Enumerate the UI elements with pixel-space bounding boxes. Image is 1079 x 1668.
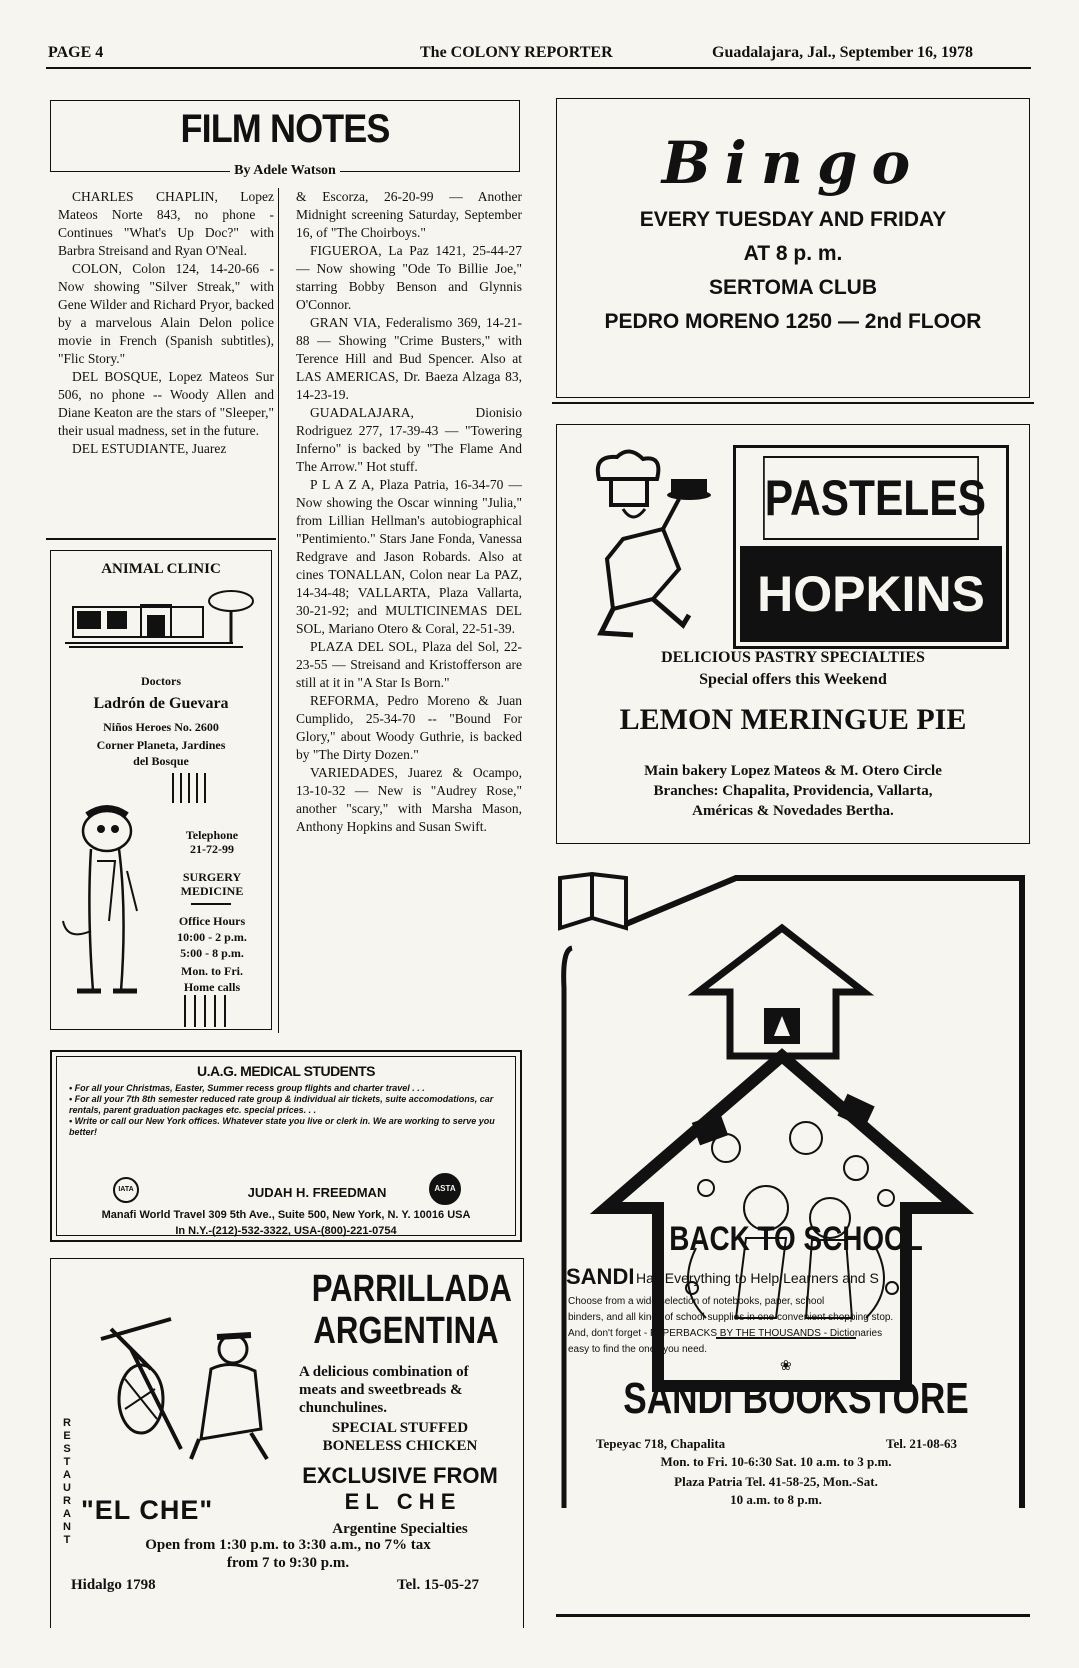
bingo-ad	[556, 98, 1030, 398]
film-entry: DEL BOSQUE, Lopez Mateos Sur 506, no phone -- Woody Allen and Diane Keaton are the stars of "Sleeper," their usual madness, set in the future.	[58, 369, 274, 438]
sandi-tel: Tel. 21-08-63	[886, 1436, 958, 1451]
sandi-hours: Mon. to Fri. 10-6:30 Sat. 10 a.m. to 3 p.m.	[660, 1454, 892, 1469]
uag-title: U.A.G. MEDICAL STUDENTS	[196, 1063, 376, 1079]
film-entry: & Escorza, 26-20-99 — Another Midnight screening Saturday, September 16, of "The Choirboys."	[296, 189, 522, 240]
film-entry: GRAN VIA, Federalismo 369, 14-21-88 — Showing "Crime Busters," with Terence Hill and Bud Spencer. Also at LAS AMERICAS, Dr. Baeza Alzaga 83, 14-23-19.	[296, 315, 522, 402]
section-rule	[552, 402, 1034, 404]
clinic-divider-lines	[181, 995, 231, 1027]
column-rule	[278, 188, 279, 1033]
uag-list	[57, 1083, 515, 1138]
pasteles-tagline: DELICIOUS PASTRY SPECIALTIES	[661, 649, 925, 666]
film-notes-col2	[296, 188, 522, 836]
sandi-text-4: easy to find the ones you need.	[568, 1344, 707, 1355]
clinic-address-3: del Bosque	[133, 754, 189, 768]
film-entry: COLON, Colon 124, 14-20-66 - Now showing "Silver Streak," with Gene Wilder and Richard Pryor, backed by a marvelous Alain Delon police movie in French (Spanish subtitles), "Flic Story."	[58, 261, 274, 366]
bingo-days: EVERY TUESDAY AND FRIDAY	[639, 208, 947, 231]
sandi-plaza-hours: 10 a.m. to 8 p.m.	[730, 1492, 822, 1507]
sandi-text-2: binders, and all kinds of school supplies in one convenient shopping stop.	[568, 1312, 894, 1323]
film-entry: PLAZA DEL SOL, Plaza del Sol, 22-23-55 — Streisand and Kristofferson are still at it in "A Star Is Born."	[296, 639, 522, 690]
pasteles-logo	[733, 445, 1009, 649]
parrillada-title-1: PARRILLADA	[311, 1268, 512, 1310]
film-notes-box	[50, 100, 520, 178]
flower-icon: ❀	[780, 1359, 792, 1374]
parrillada-hours-1: Open from 1:30 p.m. to 3:30 a.m., no 7% tax	[145, 1537, 431, 1553]
parrillada-description: A delicious combination of meats and sweetbreads & chunchulines.	[299, 1364, 469, 1416]
sandi-store-name: SANDI BOOKSTORE	[623, 1374, 969, 1423]
clinic-rule	[191, 903, 231, 905]
clinic-address-1: Niños Heroes No. 2600	[103, 720, 219, 734]
bingo-club: SERTOMA CLUB	[709, 276, 877, 299]
clinic-phone-label: Telephone	[185, 828, 239, 842]
clinic-doctors: Doctors	[141, 674, 181, 688]
clinic-home-calls: Home calls	[183, 980, 241, 994]
clinic-building-illustration	[63, 587, 261, 651]
clinic-hours-2: 5:00 - 8 p.m.	[180, 946, 244, 960]
pasteles-offer: Special offers this Weekend	[699, 671, 887, 688]
pasteles-branches-2: Américas & Novedades Bertha.	[692, 803, 894, 819]
film-entry: VARIEDADES, Juarez & Ocampo, 13-10-32 — New is "Audrey Rose," another "scary," with Marsha Mason, Anthony Hopkins and Susan Swift.	[296, 765, 522, 834]
film-entry: CHARLES CHAPLIN, Lopez Mateos Norte 843, no phone - Continues "What's Up Doc?" with Barbra Streisand and Ryan O'Neal.	[58, 189, 274, 258]
iata-logo: IATA	[113, 1177, 139, 1203]
sandi-bookstore-ad	[556, 868, 1036, 1628]
school-title: BACK TO SCHOOL	[669, 1220, 923, 1258]
sandi-address: Tepeyac 718, Chapalita	[596, 1436, 726, 1451]
uag-item: • For all your 7th 8th semester reduced rate group & individual air tickets, suite accomodations, car rentals, parent graduation packages etc. special prices. . .	[69, 1094, 503, 1116]
sandi-text-3: And, don't forget - PAPERBACKS BY THE THOUSANDS - Dictionaries	[568, 1328, 883, 1339]
film-notes-title: FILM NOTES	[180, 107, 390, 151]
film-entry: FIGUEROA, La Paz 1421, 25-44-27 — Now showing "Ode To Billie Joe," starring Bobby Benson and Glynnis O'Connor.	[296, 243, 522, 312]
uag-item: • Write or call our New York offices. Whatever state you live or clerk in. We are working to serve you better!	[69, 1116, 503, 1138]
film-entry: DEL ESTUDIANTE, Juarez	[72, 441, 227, 456]
section-rule	[556, 1614, 1030, 1617]
sandi-tagline: Has Everything to Help Learners and S	[636, 1270, 879, 1286]
clinic-hours-1: 10:00 - 2 p.m.	[177, 930, 247, 944]
uag-students-ad	[50, 1050, 522, 1242]
header-rule	[46, 67, 1031, 69]
sandi-plaza: Plaza Patria Tel. 41-58-25, Mon.-Sat.	[674, 1474, 878, 1489]
paper-name: The COLONY REPORTER	[420, 44, 613, 61]
dateline: Guadalajara, Jal., September 16, 1978	[712, 44, 974, 61]
clinic-days: Mon. to Fri.	[181, 964, 243, 978]
restaurant-vertical-label: RESTAURANT	[63, 1417, 71, 1546]
sandi-brand-small: SANDI	[566, 1264, 635, 1289]
sandi-text-1: Choose from a wide selection of notebooks, paper, school	[568, 1296, 825, 1307]
parrillada-exclusive: EXCLUSIVE FROM	[302, 1463, 498, 1488]
pasteles-branches: Branches: Chapalita, Providencia, Vallarta,	[653, 783, 933, 799]
film-notes-byline: By Adele Watson	[230, 163, 340, 178]
parrillada-title-2: ARGENTINA	[313, 1310, 499, 1352]
film-notes-col1	[58, 188, 274, 458]
parrillada-special: SPECIAL STUFFED BONELESS CHICKEN	[322, 1420, 478, 1454]
clinic-doctor-name: Ladrón de Guevara	[93, 695, 229, 712]
parrillada-tel: Tel. 15-05-27	[397, 1577, 479, 1593]
pasteles-logo-top: PASTELES	[763, 456, 979, 540]
asta-logo: ASTA	[429, 1173, 461, 1205]
uag-phones: In N.Y.-(212)-532-3322, USA-(800)-221-0754	[175, 1225, 397, 1237]
pasteles-main-bakery: Main bakery Lopez Mateos & M. Otero Circle	[644, 763, 942, 779]
page-number: PAGE 4	[48, 44, 104, 61]
clinic-service-medicine: MEDICINE	[180, 884, 244, 898]
bingo-title: Bingo	[661, 129, 925, 197]
clinic-phone: 21-72-99	[190, 842, 234, 856]
clinic-divider-lines	[169, 773, 209, 803]
parrillada-el-che-spaced: E L C H E	[344, 1489, 456, 1514]
clinic-address-2: Corner Planeta, Jardines	[96, 738, 226, 752]
parrillada-ad	[50, 1258, 524, 1628]
bingo-address: PEDRO MORENO 1250 — 2nd FLOOR	[604, 310, 982, 333]
parrillada-address: Hidalgo 1798	[71, 1577, 156, 1593]
film-entry: P L A Z A, Plaza Patria, 16-34-70 — Now showing the Oscar winning "Julia," from Lillian Hellman's autobiographical "Pentimiento." Stars Jane Fonda, Vanessa Redgrave and Jason Robards. Also at cines TONALLAN, Colon near La PAZ, 14-34-48; VALLARTA, Plaza Vallarta, 30-21-92; and MULTICINEMAS DEL SOL, Mariano Otero & Coral, 22-51-39.	[296, 477, 522, 636]
restaurant-name: "EL CHE"	[81, 1495, 214, 1525]
clinic-title: ANIMAL CLINIC	[101, 561, 221, 577]
pasteles-logo-bottom: HOPKINS	[740, 546, 1002, 642]
clinic-service-surgery: SURGERY	[182, 870, 242, 884]
parrillada-specialties: Argentine Specialties	[332, 1521, 468, 1537]
parrillada-hours-2: from 7 to 9:30 p.m.	[226, 1555, 350, 1571]
animal-clinic-ad	[50, 550, 272, 1030]
pasteles-ad	[556, 424, 1030, 844]
gaucho-grill-illustration	[91, 1309, 281, 1469]
clinic-hours-label: Office Hours	[178, 914, 246, 928]
film-entry: REFORMA, Pedro Moreno & Juan Cumplido, 25-34-70 -- "Bound For Glory," about Woody Guthrie, is backed by "The Dirty Dozen."	[296, 693, 522, 762]
film-entry: GUADALAJARA, Dionisio Rodriguez 277, 17-39-43 — "Towering Inferno" is backed by "The Flame And The Arrow." Hot stuff.	[296, 405, 522, 474]
bingo-time: AT 8 p. m.	[743, 242, 843, 265]
section-rule	[46, 538, 276, 540]
uag-contact: JUDAH H. FREEDMAN	[247, 1185, 387, 1200]
uag-agency: Manafi World Travel 309 5th Ave., Suite 500, New York, N. Y. 10016 USA	[101, 1209, 471, 1221]
chef-illustration	[593, 449, 713, 639]
uag-item: • For all your Christmas, Easter, Summer recess group flights and charter travel . . .	[69, 1083, 503, 1094]
dog-doctor-illustration	[57, 801, 147, 1011]
pasteles-pie: LEMON MERINGUE PIE	[619, 703, 967, 736]
